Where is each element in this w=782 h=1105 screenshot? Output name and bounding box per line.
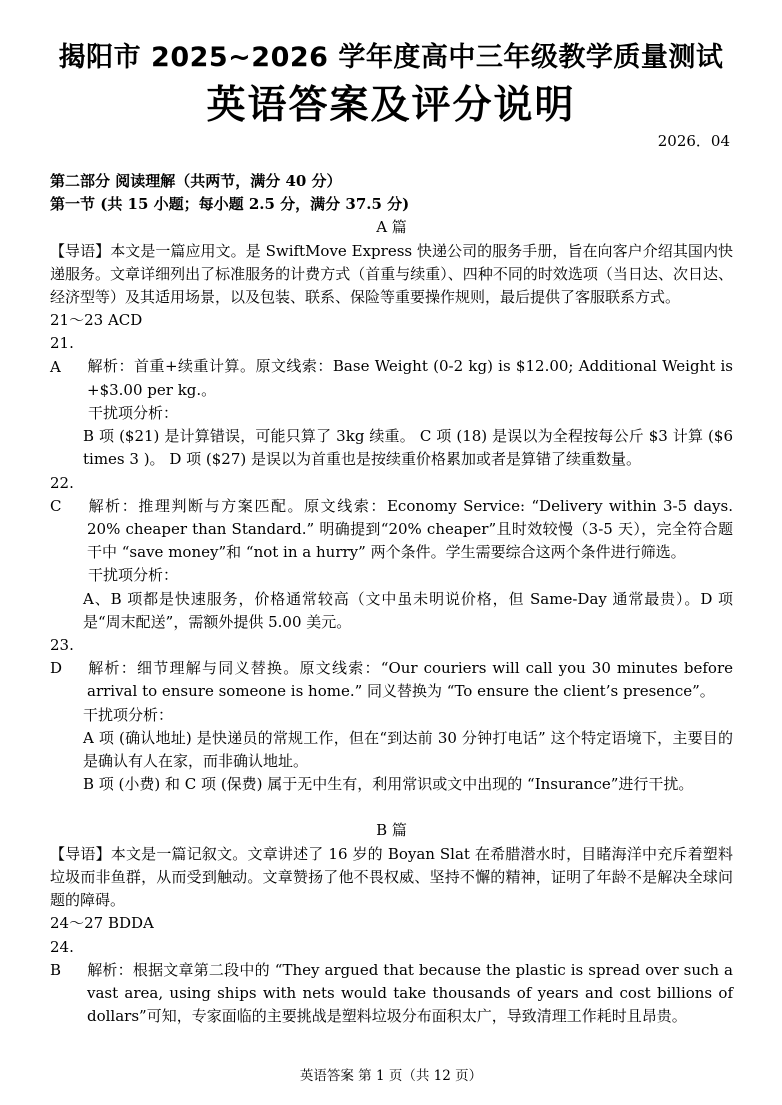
question-explanation: 解析：根据文章第二段中的 “They argued that because the plastic is spread over such a vast area, using ships with nets would take thousands of years and cost billions of dollars”可知，专家面临的主要挑战是塑料垃圾分布面积太广，导致清理工作耗时且昂贵。 (87, 960, 733, 1026)
passage-a-intro: 【导语】本文是一篇应用文。是 SwiftMove Express 快递公司的服务手册，旨在向客户介绍其国内快递服务。文章详细列出了标准服务的计费方式（首重与续重）、四种不同的时效选项（当日达、次日达、经济型等）及其适用场景，以及包装、联系、保险等重要操作规则，最后提供了客服联系方式。 (50, 241, 733, 307)
distractor-label: 干扰项分析： (88, 404, 179, 423)
distractor-analysis: B 项 ($21) 是计算错误，可能只算了 3kg 续重。 C 项 (18) 是误以为全程按每公斤 $3 计算 ($6 times 3 )。 D 项 ($27) 是误以为首重也是按续重价格累加或者是算错了续重数量。 (83, 427, 733, 469)
distractor-analysis: A 项 (确认地址) 是快递员的常规工作，但在“到达前 30 分钟打电话” 这个特定语境下，主要目的是确认有人在家，而非确认地址。 (83, 728, 733, 771)
question-explanation: 解析：首重+续重计算。原文线索：Base Weight (0-2 kg) is $12.00; Additional Weight is +$3.00 per kg.。 (87, 357, 733, 399)
section-spacer (50, 796, 733, 819)
passage-b-label: B 篇 (376, 821, 407, 840)
passage-b-answers: 24～27 BDDA (50, 914, 154, 933)
page-footer: 英语答案 第 1 页（共 12 页） (299, 1068, 483, 1084)
document-title: 英语答案及评分说明 (206, 83, 576, 128)
distractor-label: 干扰项分析： (83, 705, 174, 724)
part-heading: 第二部分 阅读理解（共两节，满分 40 分） (50, 172, 342, 190)
question-21 (50, 332, 733, 402)
question-number: 22. C (50, 473, 74, 515)
question-number: 21. A (50, 334, 74, 376)
question-24 (50, 936, 733, 1029)
distractor-analysis: B 项 (小费) 和 C 项 (保费) 属于无中生有，利用常识或文中出现的 “Insurance”进行干扰。 (83, 775, 694, 794)
section-heading: 第一节 (共 15 小题；每小题 2.5 分，满分 37.5 分) (50, 195, 410, 214)
passage-a-label: A 篇 (376, 218, 407, 237)
question-explanation: 解析：推理判断与方案匹配。原文线索：Economy Service: “Delivery within 3-5 days. 20% cheaper than Standard.” 明确提到“20% cheaper”且时效较慢（3-5 天），完全符合题干中 “save money”和 “not in a hurry” 两个条件。学生需要综合这两个条件进行筛选。 (87, 496, 733, 562)
distractor-analysis: A、B 项都是快速服务，价格通常较高（文中虽未明说价格，但 Same-Day 通常最贵）。D 项是“周末配送”，需额外提供 5.00 美元。 (83, 589, 733, 631)
passage-a-answers: 21～23 ACD (50, 311, 143, 330)
distractor-label: 干扰项分析： (88, 566, 179, 585)
question-22 (50, 472, 733, 565)
exam-title: 揭阳市 2025~2026 学年度高中三年级教学质量测试 (58, 42, 724, 73)
question-explanation: 解析：细节理解与同义替换。原文线索：“Our couriers will call you 30 minutes before arrival to ensure someone is home.” 同义替换为 “To ensure the client’s presence”。 (87, 659, 733, 701)
passage-b-intro: 【导语】本文是一篇记叙文。文章讲述了 16 岁的 Boyan Slat 在希腊潜水时，目睹海洋中充斥着塑料垃圾而非鱼群，从而受到触动。文章赞扬了他不畏权威、坚持不懈的精神，证明了年龄不是解决全球问题的障碍。 (50, 844, 733, 910)
question-number: 24. B (50, 937, 74, 979)
document-date: 2026．04 (657, 132, 730, 150)
question-23 (50, 634, 733, 704)
question-number: 23. D (50, 636, 74, 678)
answer-content (50, 170, 733, 1028)
